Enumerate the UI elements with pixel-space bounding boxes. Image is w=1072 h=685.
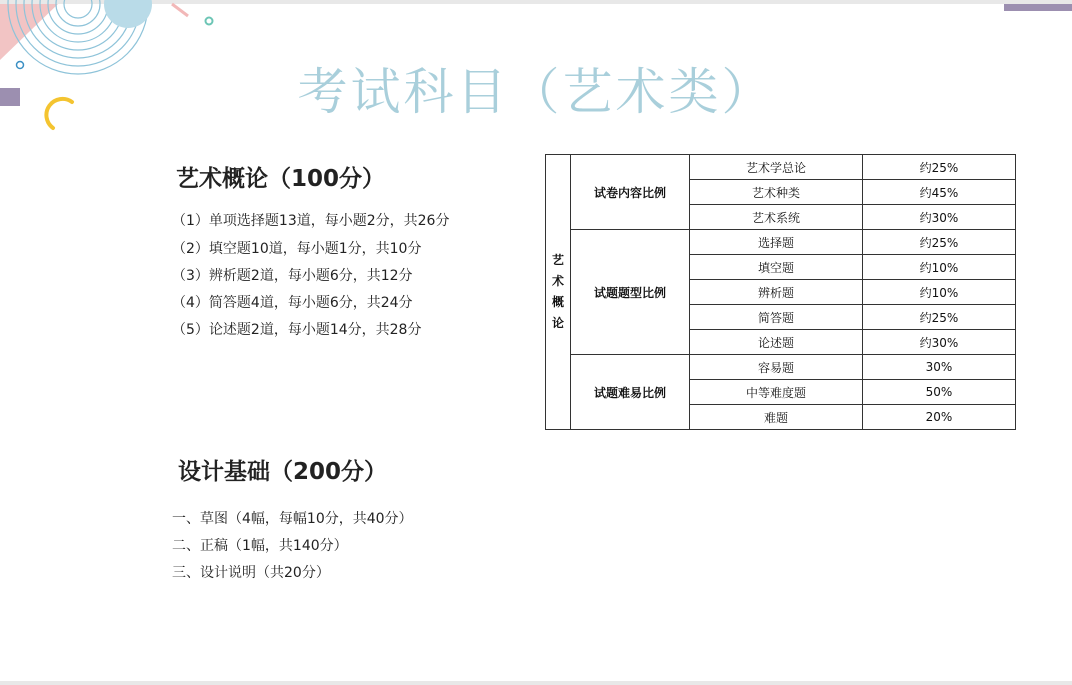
- subject-char: 术: [551, 274, 564, 288]
- list-item: （3）辨析题2道，每小题6分，共12分: [172, 268, 413, 284]
- design-basics-item-list: [172, 506, 413, 587]
- list-item: 二、正稿（1幅，共140分）: [172, 538, 348, 554]
- section-heading-design-basics: 设计基础（200分）: [178, 459, 388, 485]
- section-heading-art-theory: 艺术概论（100分）: [176, 166, 386, 192]
- item-cell: 难题: [690, 405, 863, 430]
- slide-title: 考试科目（艺术类）: [297, 63, 775, 121]
- ratio-cell: 50%: [863, 380, 1016, 405]
- subject-char: 论: [551, 316, 564, 330]
- table-row: [546, 355, 1016, 380]
- item-cell: 艺术系统: [690, 205, 863, 230]
- subject-char: 概: [551, 295, 564, 309]
- list-item: 一、草图（4幅，每幅10分，共40分）: [172, 511, 413, 527]
- table-row: [546, 230, 1016, 255]
- item-cell: 中等难度题: [690, 380, 863, 405]
- item-cell: 简答题: [690, 305, 863, 330]
- ratio-cell: 约25%: [863, 230, 1016, 255]
- item-cell: 论述题: [690, 330, 863, 355]
- ratio-cell: 约25%: [863, 305, 1016, 330]
- ratio-cell: 约30%: [863, 205, 1016, 230]
- item-cell: 容易题: [690, 355, 863, 380]
- table-row: [546, 155, 1016, 180]
- subject-char: 艺: [551, 253, 564, 267]
- group-label-cell: 试卷内容比例: [571, 155, 690, 230]
- list-item: 三、设计说明（共20分）: [172, 565, 330, 581]
- ratio-cell: 约25%: [863, 155, 1016, 180]
- ratio-cell: 30%: [863, 355, 1016, 380]
- art-theory-question-list: [172, 209, 482, 344]
- exam-ratio-table: [545, 154, 1016, 430]
- group-label-cell: 试题题型比例: [571, 230, 690, 355]
- item-cell: 选择题: [690, 230, 863, 255]
- ratio-cell: 约45%: [863, 180, 1016, 205]
- list-item: （1）单项选择题13道，每小题2分，共26分: [172, 213, 450, 229]
- group-label-cell: 试题难易比例: [571, 355, 690, 430]
- list-item: （2）填空题10道，每小题1分，共10分: [172, 241, 422, 257]
- decorative-bar: [1004, 4, 1072, 11]
- list-item: （4）简答题4道，每小题6分，共24分: [172, 295, 413, 311]
- ratio-cell: 约10%: [863, 280, 1016, 305]
- ratio-cell: 约30%: [863, 330, 1016, 355]
- item-cell: 填空题: [690, 255, 863, 280]
- subject-label-cell: [546, 155, 571, 430]
- item-cell: 艺术学总论: [690, 155, 863, 180]
- ratio-cell: 20%: [863, 405, 1016, 430]
- ratio-cell: 约10%: [863, 255, 1016, 280]
- item-cell: 艺术种类: [690, 180, 863, 205]
- list-item: （5）论述题2道，每小题14分，共28分: [172, 322, 422, 338]
- item-cell: 辨析题: [690, 280, 863, 305]
